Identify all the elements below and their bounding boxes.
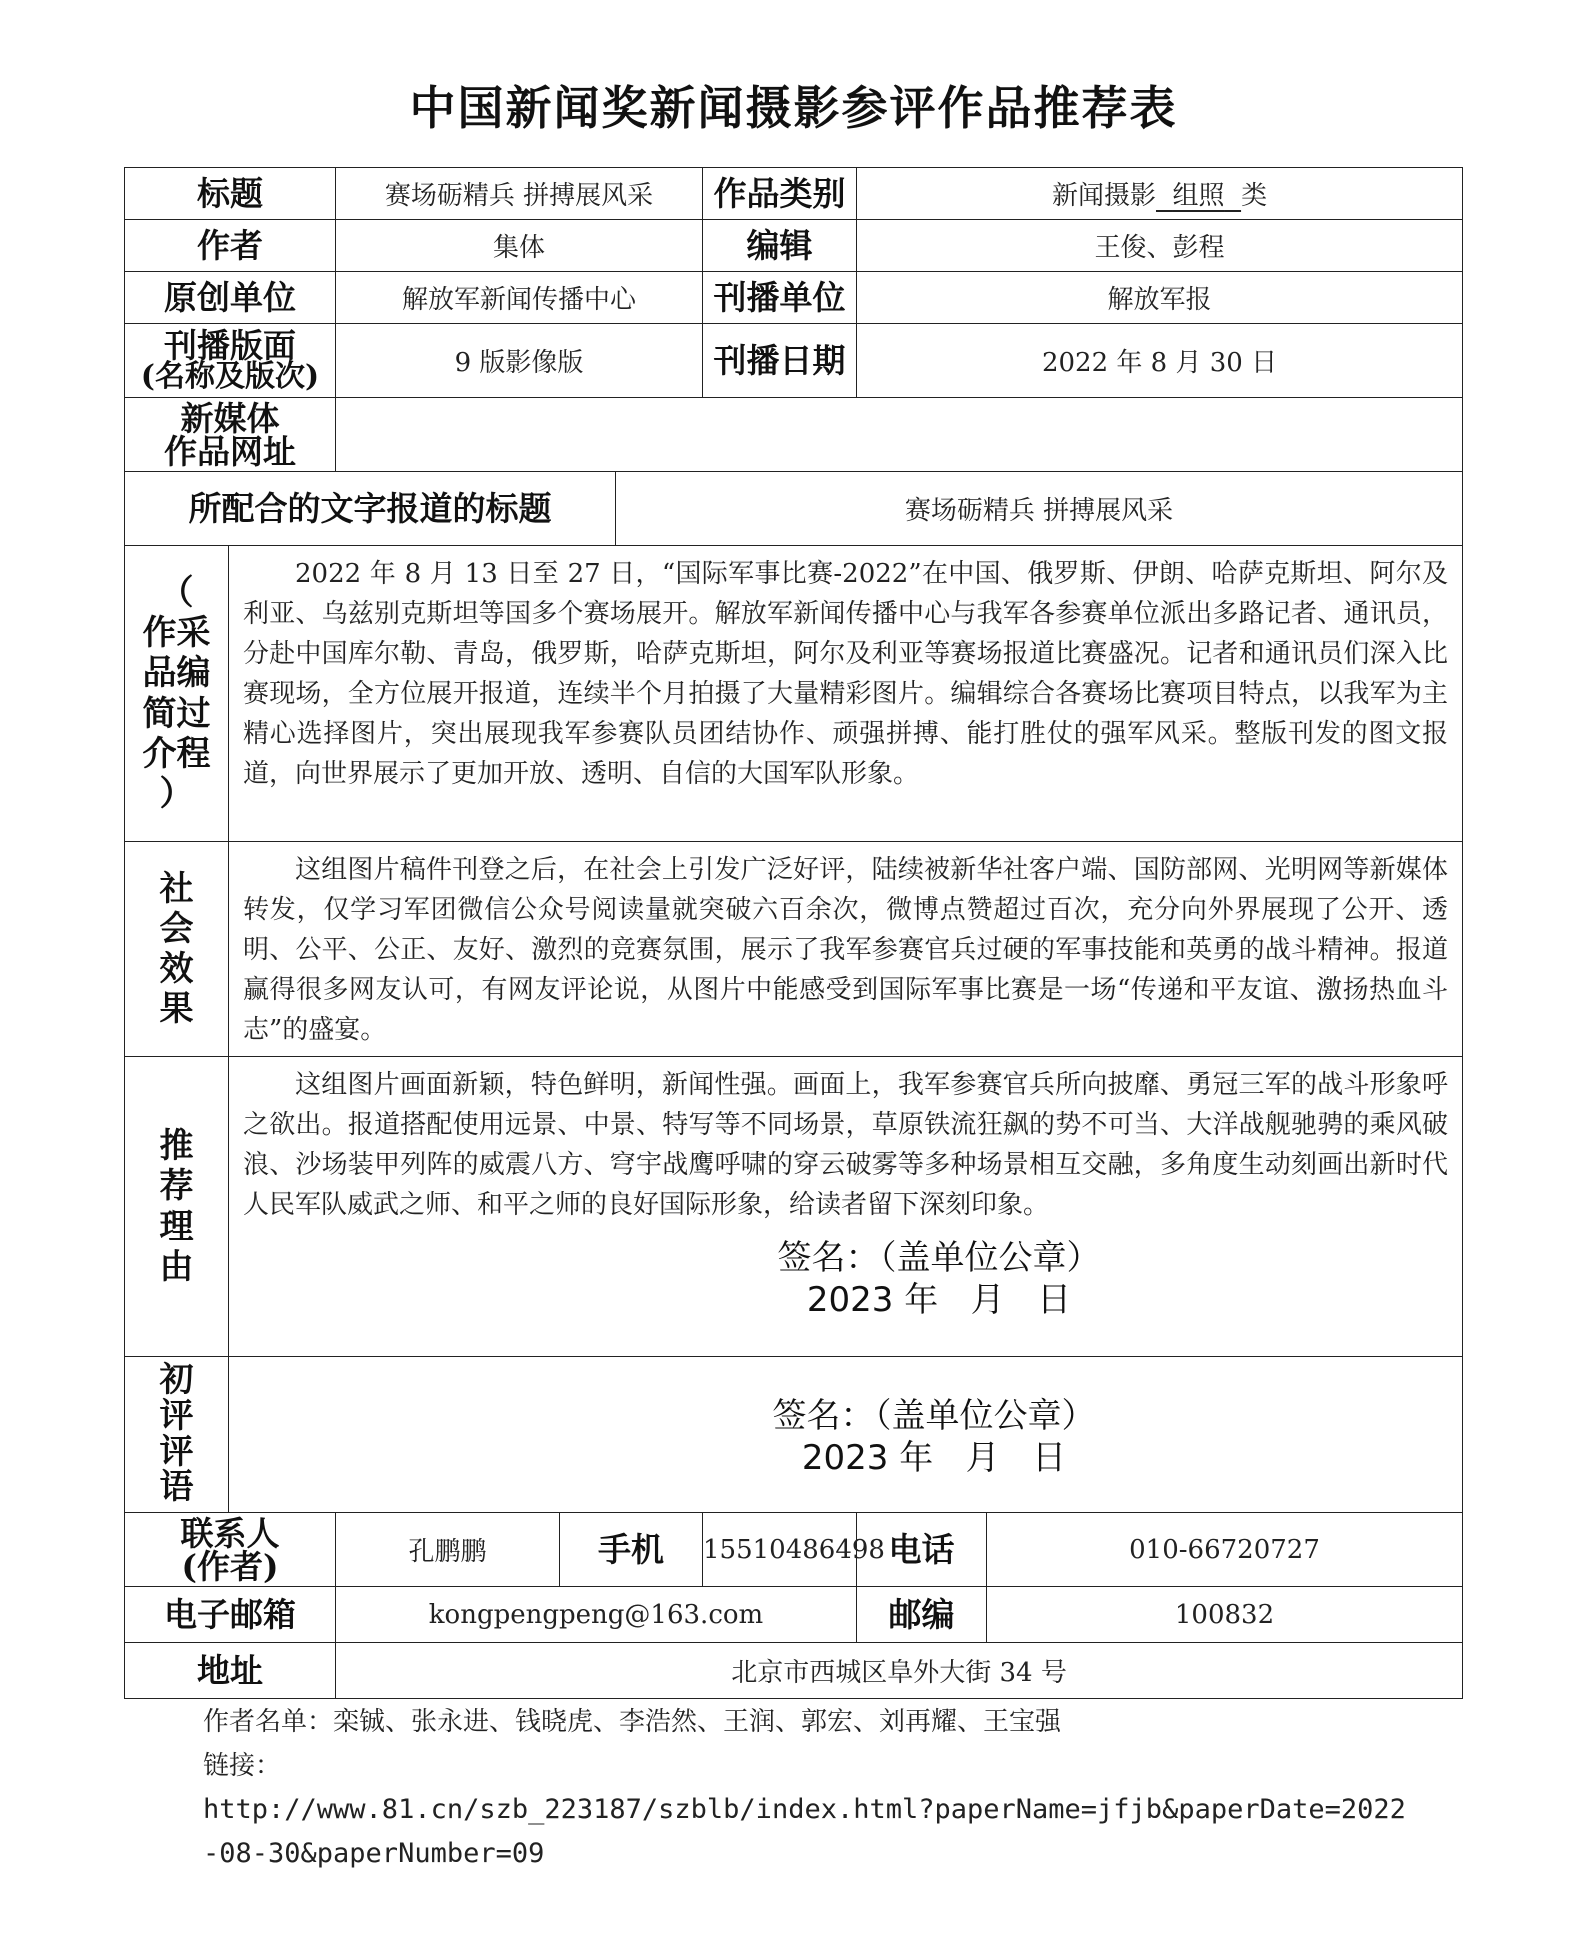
link-url-line2[interactable]: -08-30&paperNumber=09 (203, 1838, 545, 1869)
row-recommend-reason (125, 1057, 1463, 1357)
category-blank (1156, 181, 1241, 211)
initial-review-cell (229, 1357, 1463, 1513)
value-phone: 010-66720727 (987, 1513, 1463, 1587)
label-postcode: 邮编 (857, 1587, 987, 1643)
value-title: 赛场砺精兵 拼搏展风采 (336, 168, 703, 220)
label-editing-char: （ (159, 573, 194, 614)
recommend-date: 2023 年 月 日 (806, 1280, 1072, 1320)
label-reason-char: 理 (159, 1206, 194, 1247)
label-review-char: 初 (159, 1360, 194, 1401)
label-title: 标题 (125, 168, 336, 220)
value-email: kongpengpeng@163.com (336, 1587, 857, 1643)
label-social-effect (125, 842, 229, 1057)
label-contact-main: 联系人 (180, 1513, 280, 1553)
category-suffix: 类 (1241, 181, 1268, 211)
value-address: 北京市西城区阜外大街 34 号 (336, 1643, 1463, 1699)
row-social-effect (125, 842, 1463, 1057)
row-new-media (125, 398, 1463, 472)
label-editing-char: ） (159, 773, 194, 814)
label-editing-char: 品编 (142, 653, 211, 694)
label-author: 作者 (125, 220, 336, 272)
label-mobile: 手机 (560, 1513, 703, 1587)
review-date: 2023 年 月 日 (801, 1438, 1067, 1478)
category-blank-text: 组照 (1172, 181, 1225, 211)
label-recommend-reason (125, 1057, 229, 1357)
value-postcode: 100832 (987, 1587, 1463, 1643)
value-mobile: 15510486498 (703, 1513, 857, 1587)
value-original-unit: 解放军新闻传播中心 (336, 272, 703, 324)
label-review-char: 语 (159, 1467, 194, 1508)
label-publish-page (125, 324, 336, 398)
value-author: 集体 (336, 220, 703, 272)
recommend-signature: 签名：（盖单位公章） (777, 1238, 1101, 1278)
review-signature: 签名：（盖单位公章） (772, 1396, 1096, 1436)
label-social-char: 果 (159, 989, 194, 1030)
label-review-char: 评 (159, 1431, 194, 1472)
value-contact: 孔鹏鹏 (336, 1513, 560, 1587)
label-publish-unit: 刊播单位 (703, 272, 857, 324)
label-social-char: 会 (159, 908, 194, 949)
label-social-char: 效 (159, 949, 194, 989)
link-label: 链接： (203, 1751, 282, 1781)
row-title (125, 168, 1463, 220)
row-initial-review (125, 1357, 1463, 1513)
social-effect-cell (229, 842, 1463, 1057)
label-initial-review (125, 1357, 229, 1513)
label-reason-char: 荐 (159, 1166, 194, 1207)
label-publish-page-main: 刊播版面 (164, 326, 296, 365)
label-contact (125, 1513, 336, 1587)
editing-process-cell (229, 546, 1463, 842)
review-signature-block (229, 1357, 1114, 1479)
recommend-reason-text: 这组图片画面新颖，特色鲜明，新闻性强。画面上，我军参赛官兵所向披靡、勇冠三军的战斗形象呼之欲出。报道搭配使用远景、中景、特写等不同场景，草原铁流狂飙的势不可当、大洋战舰驰骋的乘风破浪、沙场装甲列阵的威震八方、穹宇战鹰呼啸的穿云破雾等多种场景相互交融，多角度生动刻画出新时代人民军队威武之师、和平之师的良好国际形象，给读者留下深刻印象。 (243, 1070, 1449, 1220)
label-editor: 编辑 (703, 220, 857, 272)
document-title: 中国新闻奖新闻摄影参评作品推荐表 (409, 81, 1178, 135)
label-phone: 电话 (857, 1513, 987, 1587)
footer-notes (203, 1700, 1406, 1876)
label-editing-char: 作采 (142, 613, 211, 654)
recommend-reason-cell (229, 1057, 1463, 1357)
recommend-signature-block (229, 1231, 1119, 1321)
author-list: 作者名单：栾铖、张永进、钱晓虎、李浩然、王润、郭宏、刘再耀、王宝强 (203, 1707, 1062, 1737)
value-category (857, 168, 1463, 220)
social-effect-text: 这组图片稿件刊登之后，在社会上引发广泛好评，陆续被新华社客户端、国防部网、光明网等新媒体转发，仅学习军团微信公众号阅读量就突破六百余次，微博点赞超过百次，充分向外界展现了公开、透明、公平、公正、友好、激烈的竞赛氛围，展示了我军参赛官兵过硬的军事技能和英勇的战斗精神。报道赢得很多网友认可，有网友评论说，从图片中能感受到国际军事比赛是一场“传递和平友谊、激扬热血斗志”的盛宴。 (243, 855, 1449, 1045)
row-unit (125, 272, 1463, 324)
label-category: 作品类别 (703, 168, 857, 220)
value-related-article-title: 赛场砺精兵 拼搏展风采 (616, 472, 1463, 546)
label-publish-date: 刊播日期 (703, 324, 857, 398)
label-original-unit: 原创单位 (125, 272, 336, 324)
value-publish-date: 2022 年 8 月 30 日 (857, 324, 1463, 398)
value-publish-unit: 解放军报 (857, 272, 1463, 324)
row-related-title (125, 472, 1463, 546)
recommendation-form-table (124, 167, 1463, 1699)
label-new-media-url (125, 398, 336, 472)
label-reason-char: 推 (159, 1126, 194, 1167)
row-contact (125, 1513, 1463, 1587)
label-address: 地址 (125, 1643, 336, 1699)
row-email (125, 1587, 1463, 1643)
label-social-char: 社 (159, 868, 194, 909)
value-new-media-url (336, 398, 1463, 472)
label-contact-sub: (作者) (181, 1546, 279, 1586)
label-email: 电子邮箱 (125, 1587, 336, 1643)
label-editing-char: 介程 (142, 733, 211, 774)
label-new-media-line1: 新媒体 (180, 398, 280, 438)
link-url-line1[interactable]: http://www.81.cn/szb_223187/szblb/index.html?paperName=jfjb&paperDate=2022 (203, 1794, 1406, 1825)
label-editing-process (125, 546, 229, 842)
row-author (125, 220, 1463, 272)
value-publish-page: 9 版影像版 (336, 324, 703, 398)
label-related-article-title: 所配合的文字报道的标题 (125, 472, 616, 546)
label-publish-page-sub: (名称及版次) (140, 359, 320, 394)
category-prefix: 新闻摄影 (1051, 181, 1156, 211)
label-reason-char: 由 (159, 1246, 194, 1287)
label-editing-char: 简过 (142, 693, 211, 734)
label-review-char: 评 (159, 1395, 194, 1436)
row-editing-process (125, 546, 1463, 842)
row-address (125, 1643, 1463, 1699)
editing-process-text: 2022 年 8 月 13 日至 27 日，“国际军事比赛-2022”在中国、俄罗斯、伊朗、哈萨克斯坦、阿尔及利亚、乌兹别克斯坦等国多个赛场展开。解放军新闻传播中心与我军各参赛单位派出多路记者、通讯员，分赴中国库尔勒、青岛，俄罗斯，哈萨克斯坦，阿尔及利亚等赛场报道比赛盛况。记者和通讯员们深入比赛现场，全方位展开报道，连续半个月拍摄了大量精彩图片。编辑综合各赛场比赛项目特点，以我军为主精心选择图片，突出展现我军参赛队员团结协作、顽强拼搏、能打胜仗的强军风采。整版刊发的图文报道，向世界展示了更加开放、透明、自信的大国军队形象。 (243, 559, 1449, 789)
row-page (125, 324, 1463, 398)
label-new-media-line2: 作品网址 (164, 431, 296, 471)
value-editor: 王俊、彭程 (857, 220, 1463, 272)
